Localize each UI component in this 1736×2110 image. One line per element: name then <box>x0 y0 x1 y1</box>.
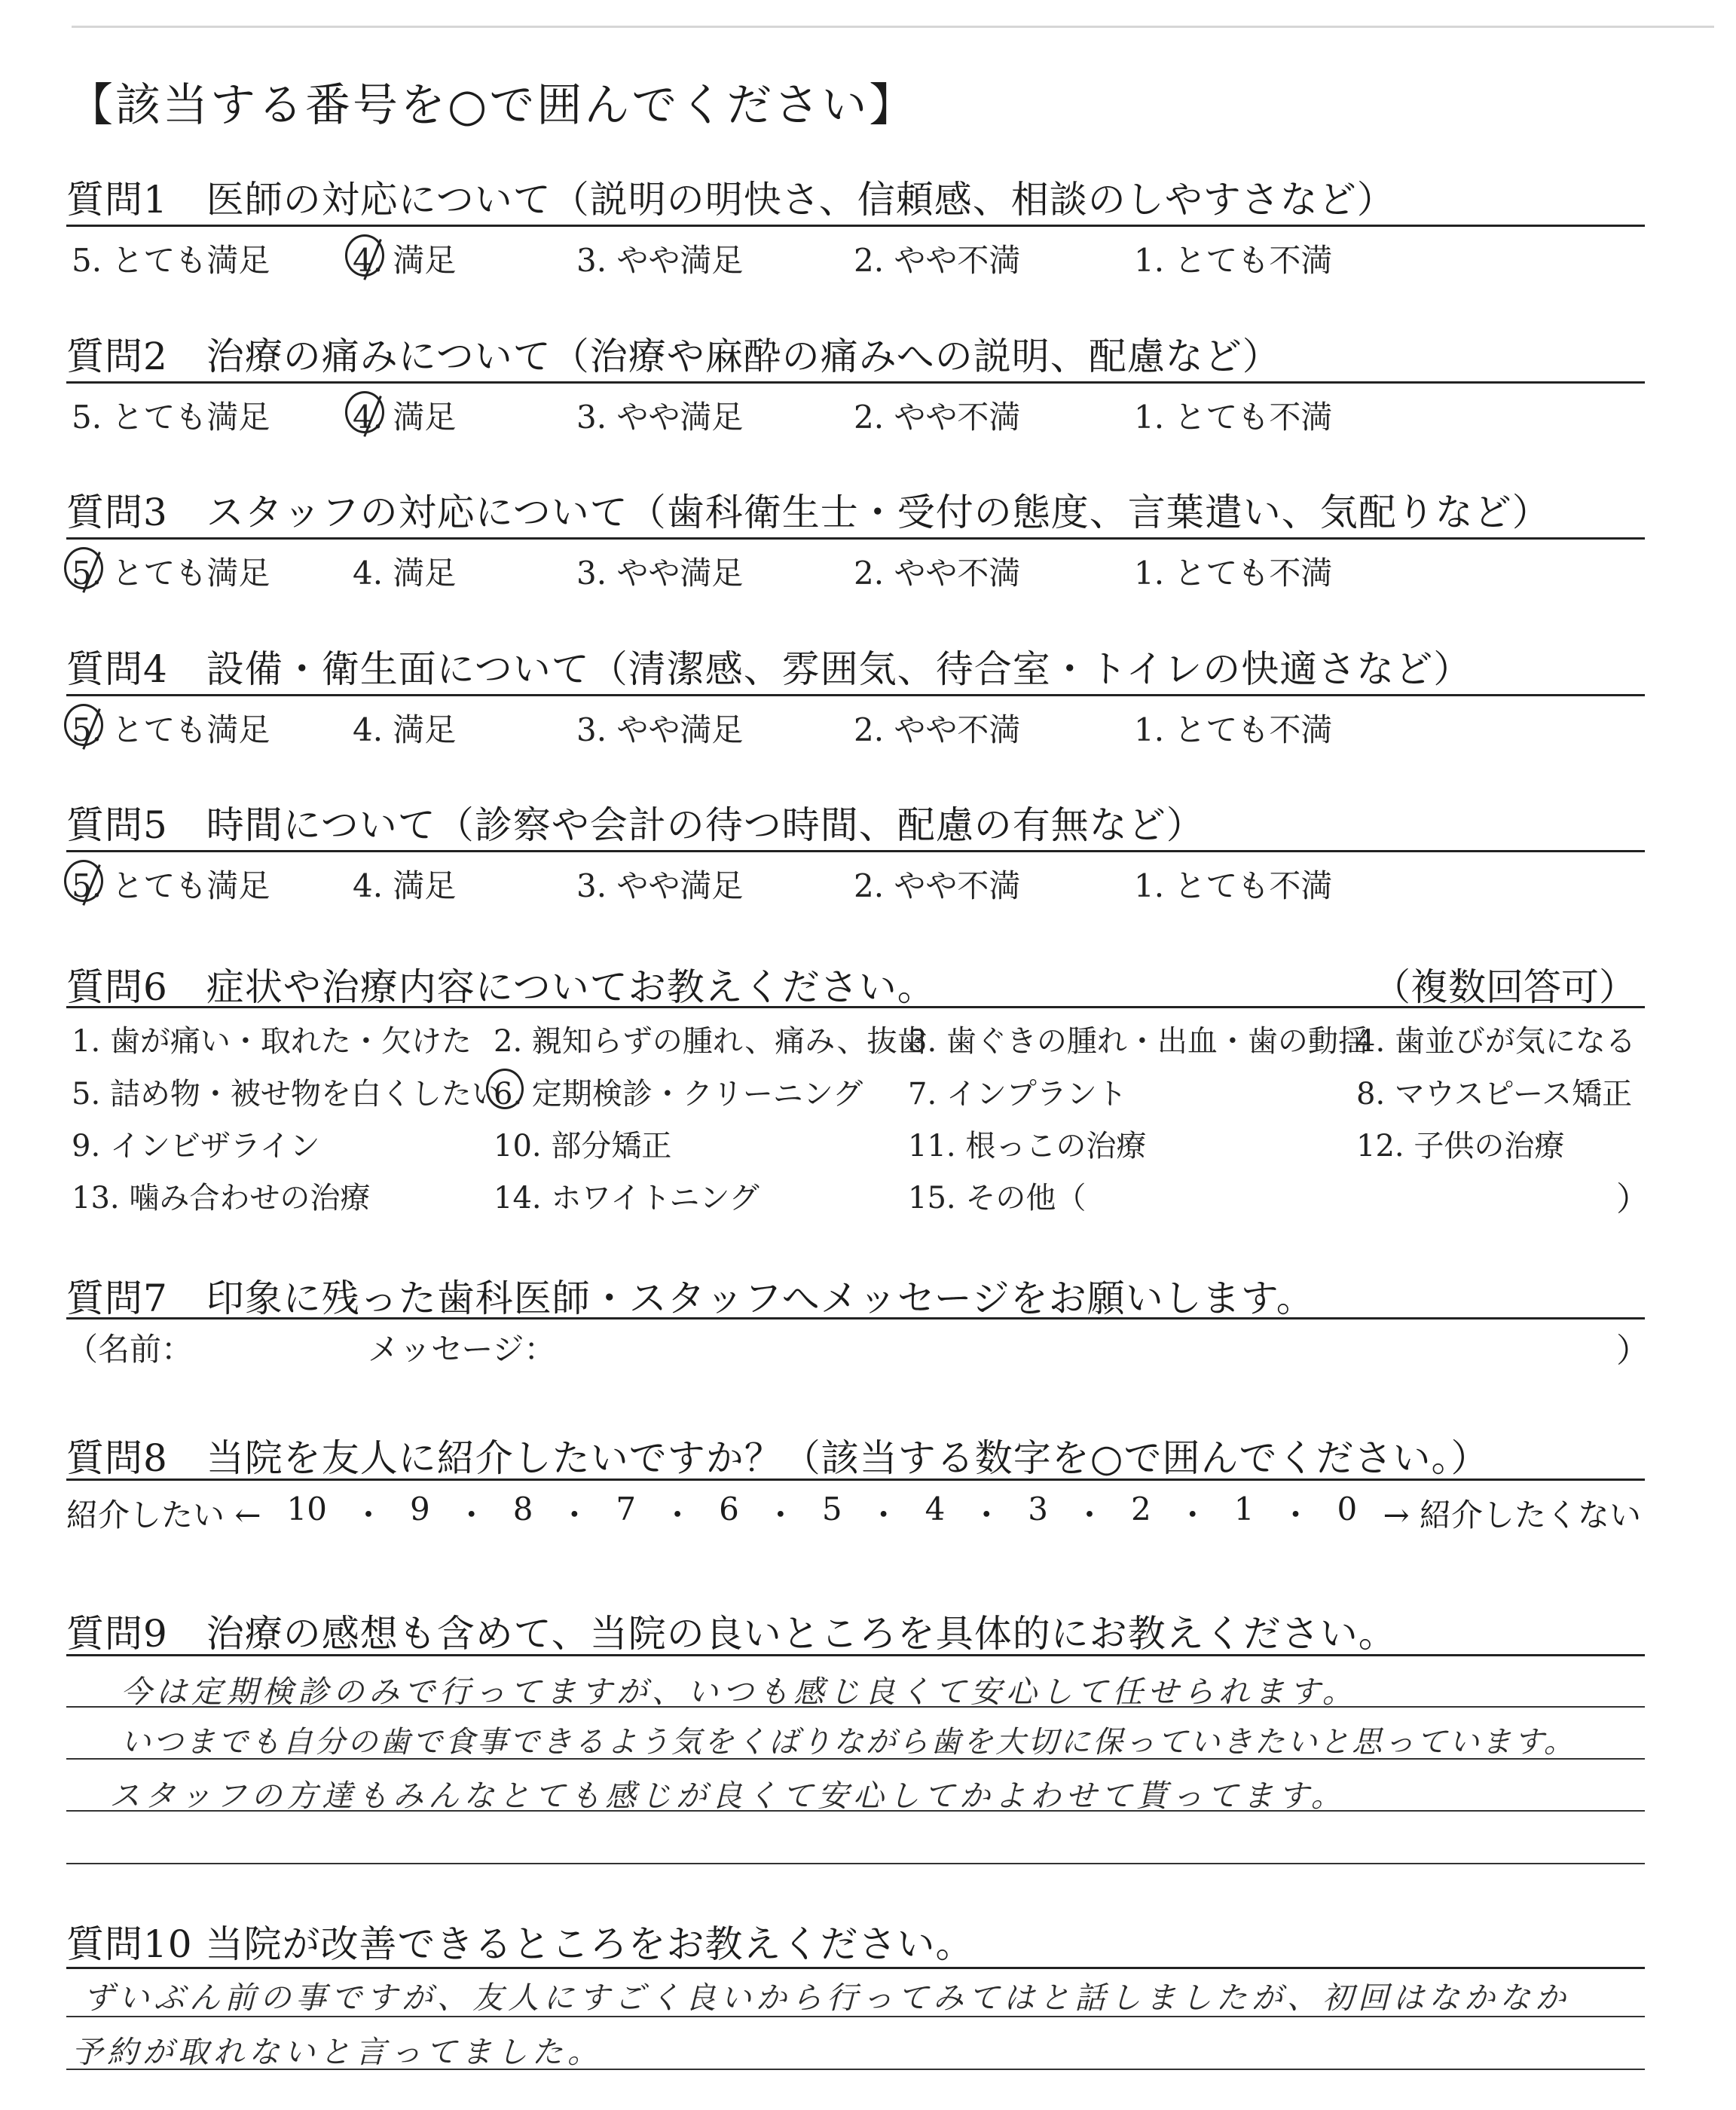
q8-scale-value-7[interactable]: 7 <box>616 1491 637 1527</box>
q5-title: 質問5 時間について（診察や会計の待つ時間、配慮の有無など） <box>66 803 1205 847</box>
q8-scale-value-6[interactable]: 6 <box>719 1491 739 1527</box>
q3-option-2[interactable]: 2. やや不満 <box>854 555 1021 592</box>
q8-scale-separator: ・ <box>764 1497 796 1534</box>
q6-item-1[interactable]: 1. 歯が痛い・取れた・欠けた <box>72 1024 472 1059</box>
q8-left-label: 紹介したい ← <box>66 1497 261 1534</box>
q2-option-5[interactable]: 5. とても満足 <box>72 399 270 436</box>
q8-scale-value-4[interactable]: 4 <box>925 1491 946 1527</box>
q5-option-4[interactable]: 4. 満足 <box>353 867 457 904</box>
q8-scale-value-9[interactable]: 9 <box>409 1491 430 1527</box>
q1-option-3[interactable]: 3. やや満足 <box>576 242 744 279</box>
q10-rule <box>66 1967 1645 1969</box>
q8-scale-separator: ・ <box>352 1497 384 1534</box>
q2-option-1[interactable]: 1. とても不満 <box>1134 399 1333 436</box>
q4-rule <box>66 694 1645 696</box>
q9-rule <box>66 1654 1645 1656</box>
q3-option-4[interactable]: 4. 満足 <box>353 555 457 592</box>
q1-option-5[interactable]: 5. とても満足 <box>72 242 270 279</box>
q7-message-label: メッセージ： <box>368 1331 556 1368</box>
q4-option-4[interactable]: 4. 満足 <box>353 711 457 748</box>
q4-option-1[interactable]: 1. とても不満 <box>1134 711 1333 748</box>
page-header: 【該当する番号を○で囲んでください】 <box>68 79 917 132</box>
q6-item-15[interactable]: 15. その他（ <box>908 1181 1087 1216</box>
q6-item-12[interactable]: 12. 子供の治療 <box>1356 1129 1565 1164</box>
q8-scale-value-2[interactable]: 2 <box>1131 1491 1151 1527</box>
q8-scale-value-1[interactable]: 1 <box>1233 1491 1255 1527</box>
q7-name-label: （名前： <box>66 1331 194 1368</box>
q6-item-9[interactable]: 9. インビザライン <box>72 1129 320 1164</box>
q6-item-5[interactable]: 5. 詰め物・被せ物を白くしたい <box>72 1077 502 1112</box>
q6-other-close-paren: ） <box>1616 1180 1649 1219</box>
q8-rule <box>66 1479 1645 1481</box>
q8-scale-separator: ・ <box>558 1497 591 1534</box>
q8-title: 質問8 当院を友人に紹介したいですか？（該当する数字を○で囲んでください。） <box>66 1436 1490 1480</box>
q8-scale-separator: ・ <box>867 1497 900 1534</box>
q8-scale-separator: ・ <box>455 1497 487 1534</box>
top-border-line <box>72 26 1714 28</box>
q6-selection-circle <box>486 1069 524 1109</box>
q7-title: 質問7 印象に残った歯科医師・スタッフへメッセージをお願いします。 <box>66 1277 1315 1320</box>
q10-title: 質問10 当院が改善できるところをお教えください。 <box>66 1922 974 1966</box>
q9-answer-line-1: 今は定期検診のみで行ってますが、いつも感じ良くて安心して任せられます。 <box>121 1674 1358 1710</box>
q4-option-2[interactable]: 2. やや不満 <box>854 711 1021 748</box>
q5-option-1[interactable]: 1. とても不満 <box>1134 867 1333 904</box>
q6-item-10[interactable]: 10. 部分矯正 <box>494 1129 672 1164</box>
q6-item-11[interactable]: 11. 根っこの治療 <box>908 1129 1147 1164</box>
q8-scale-row <box>66 1491 1641 1536</box>
q8-scale-separator: ・ <box>1176 1497 1209 1534</box>
q1-option-2[interactable]: 2. やや不満 <box>854 242 1021 279</box>
q3-title: 質問3 スタッフの対応について（歯科衛生士・受付の態度、言葉遣い、気配りなど） <box>66 491 1551 534</box>
q3-rule <box>66 537 1645 540</box>
q8-scale-separator: ・ <box>970 1497 1003 1534</box>
q3-option-1[interactable]: 1. とても不満 <box>1134 555 1333 592</box>
q10-answer-line-2: 予約が取れないと言ってました。 <box>72 2034 603 2070</box>
q1-title: 質問1 医師の対応について（説明の明快さ、信頼感、相談のしやすさなど） <box>66 178 1395 222</box>
q2-option-4[interactable]: 4. 満足 <box>353 399 457 436</box>
q4-title: 質問4 設備・衛生面について（清潔感、雰囲気、待合室・トイレの快適さなど） <box>66 647 1472 691</box>
q9-title: 質問9 治療の感想も含めて、当院の良いところを具体的にお教えください。 <box>66 1612 1397 1656</box>
q4-option-5[interactable]: 5. とても満足 <box>72 711 270 748</box>
q6-title: 質問6 症状や治療内容についてお教えください。 <box>66 965 936 1009</box>
q6-item-2[interactable]: 2. 親知らずの腫れ、痛み、抜歯 <box>494 1024 928 1059</box>
q9-writing-line <box>66 1863 1645 1864</box>
q10-answer-line-1: ずいぶん前の事ですが、友人にすごく良いから行ってみてはと話しましたが、初回はなかなか <box>83 1980 1570 2016</box>
q2-title: 質問2 治療の痛みについて（治療や麻酔の痛みへの説明、配慮など） <box>66 335 1281 378</box>
q9-answer-line-3: スタッフの方達もみんなとても感じが良くて安心してかよわせて貰ってます。 <box>109 1778 1346 1814</box>
q4-option-3[interactable]: 3. やや満足 <box>576 711 744 748</box>
q6-item-7[interactable]: 7. インプラント <box>908 1077 1127 1112</box>
q6-item-14[interactable]: 14. ホワイトニング <box>494 1181 760 1216</box>
q9-writing-line <box>66 1706 1645 1708</box>
q8-scale-separator: ・ <box>1279 1497 1312 1534</box>
q3-option-3[interactable]: 3. やや満足 <box>576 555 744 592</box>
q8-right-label: → 紹介したくない <box>1383 1497 1641 1534</box>
q3-option-5[interactable]: 5. とても満足 <box>72 555 270 592</box>
q2-option-2[interactable]: 2. やや不満 <box>854 399 1021 436</box>
q7-close-paren: ） <box>1616 1332 1649 1370</box>
q5-option-5[interactable]: 5. とても満足 <box>72 867 270 904</box>
q2-rule <box>66 381 1645 384</box>
q7-rule <box>66 1317 1645 1320</box>
q8-scale-value-3[interactable]: 3 <box>1028 1491 1049 1527</box>
q5-option-2[interactable]: 2. やや不満 <box>854 867 1021 904</box>
q5-rule <box>66 850 1645 852</box>
q6-item-13[interactable]: 13. 噛み合わせの治療 <box>72 1181 371 1216</box>
q6-item-8[interactable]: 8. マウスピース矯正 <box>1356 1077 1633 1112</box>
q8-scale-value-5[interactable]: 5 <box>821 1491 842 1527</box>
q6-item-6[interactable]: 6. 定期検診・クリーニング <box>494 1077 863 1112</box>
q9-writing-line <box>66 1810 1645 1812</box>
q8-scale-value-0[interactable]: 0 <box>1337 1491 1358 1527</box>
q8-scale-value-10[interactable]: 10 <box>286 1491 327 1527</box>
q6-rule <box>66 1006 1645 1008</box>
q10-writing-line <box>66 2069 1645 2070</box>
q8-scale-numbers <box>261 1491 1383 1536</box>
q8-scale-separator: ・ <box>1074 1497 1106 1534</box>
q10-writing-line <box>66 2016 1645 2017</box>
q6-item-3[interactable]: 3. 歯ぐきの腫れ・出血・歯の動揺 <box>908 1024 1368 1059</box>
q2-option-3[interactable]: 3. やや満足 <box>576 399 744 436</box>
q8-scale-separator: ・ <box>662 1497 694 1534</box>
q1-option-4[interactable]: 4. 満足 <box>353 242 457 279</box>
q1-option-1[interactable]: 1. とても不満 <box>1134 242 1333 279</box>
q5-option-3[interactable]: 3. やや満足 <box>576 867 744 904</box>
q9-answer-line-2: いつまでも自分の歯で食事できるよう気をくばりながら歯を大切に保っていきたいと思っています。 <box>121 1725 1576 1760</box>
q1-rule <box>66 225 1645 227</box>
q6-multi-answer-note: （複数回答可） <box>1373 965 1637 1009</box>
q9-writing-line <box>66 1758 1645 1760</box>
q6-item-4[interactable]: 4. 歯並びが気になる <box>1356 1024 1636 1059</box>
q8-scale-value-8[interactable]: 8 <box>512 1491 533 1527</box>
